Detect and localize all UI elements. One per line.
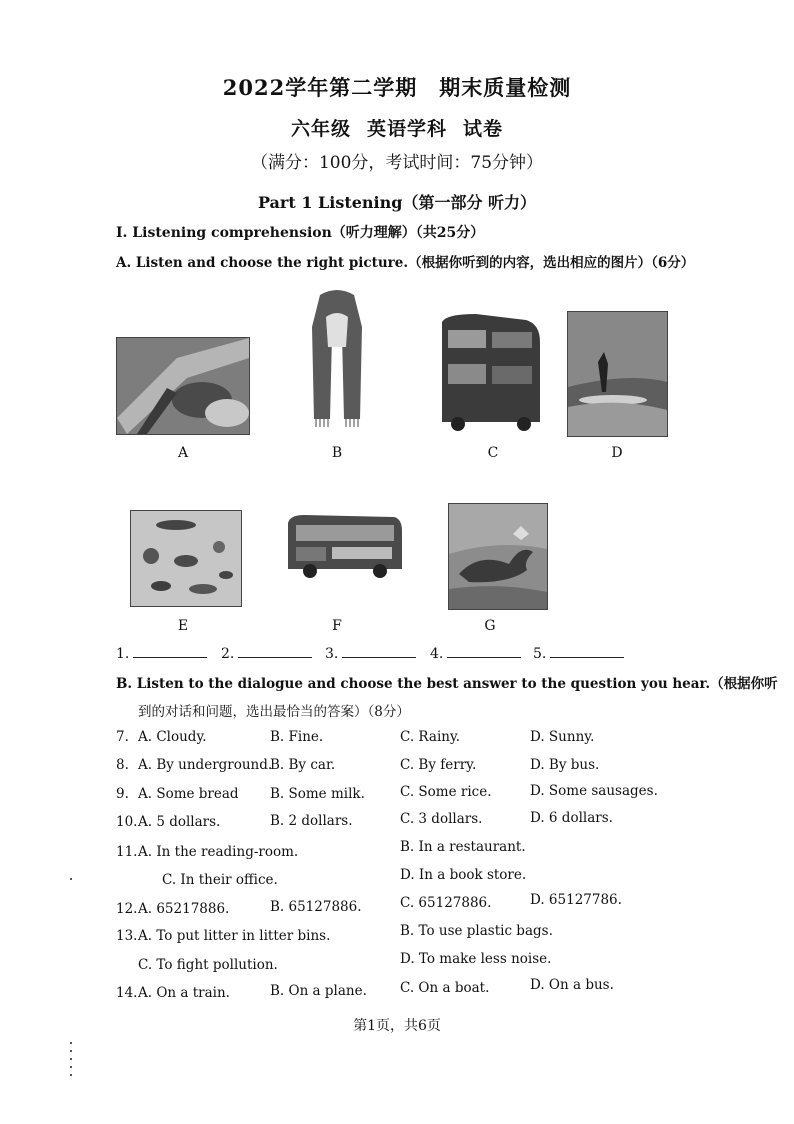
question-number: 12. [116,901,138,917]
picture-e-image [130,510,242,607]
option-d[interactable]: D. In a book store. [400,867,527,883]
margin-dot [70,1042,72,1044]
picture-a-image [116,337,250,435]
answer-blank-4[interactable] [430,645,521,662]
picture-label-a: A [177,445,189,461]
option-b[interactable]: B. By car. [270,757,336,773]
option-c[interactable]: C. 3 dollars. [400,811,483,827]
picture-label-e: E [177,618,189,634]
section-A-heading: A. Listen and choose the right picture.（根据你听到的内容，选出相应的图片）（6分） [116,255,695,271]
option-c[interactable]: C. Some rice. [400,784,492,800]
margin-dot [70,1066,72,1068]
option-d[interactable]: D. 65127786. [530,892,622,908]
answer-line[interactable] [447,645,521,658]
section-I-heading: I. Listening comprehension（听力理解）（共25分） [116,225,485,241]
coach-bus-icon [284,511,405,581]
picture-label-d: D [611,445,623,461]
answer-line[interactable] [342,645,416,658]
option-a[interactable]: A. Some bread [138,786,239,802]
option-b[interactable]: B. 65127886. [270,899,362,915]
section-B-heading-cont: 到的对话和问题，选出最恰当的答案）（8分） [138,704,410,720]
option-d[interactable]: D. On a bus. [530,977,614,993]
option-a[interactable]: A. 65217886. [138,901,230,917]
question-number: 7. [116,729,129,745]
answer-line[interactable] [238,645,312,658]
answer-number-5: 5. [533,646,547,662]
answer-number-1: 1. [116,646,130,662]
picture-label-f: F [332,618,342,634]
option-b[interactable]: B. 2 dollars. [270,813,353,829]
option-c[interactable]: C. Rainy. [400,729,461,745]
option-c[interactable]: C. To fight pollution. [138,957,278,973]
toys-image-icon [131,511,241,606]
option-d[interactable]: D. To make less noise. [400,951,552,967]
picture-d-image [567,311,668,437]
double-decker-bus-icon [436,312,544,432]
option-a[interactable]: A. On a train. [138,985,230,1001]
option-d[interactable]: D. By bus. [530,757,600,773]
question-number: 10. [116,814,138,830]
part-heading: Part 1 Listening（第一部分 听力） [257,193,537,212]
option-d[interactable]: D. Some sausages. [530,783,658,799]
question-number: 11. [116,844,138,860]
exam-term: 2022学年第二学期 [222,75,418,100]
surfing-image-icon [568,312,667,436]
question-number: 8. [116,757,129,773]
option-b[interactable]: B. Fine. [270,729,324,745]
margin-dot [70,878,72,880]
question-number: 14. [116,985,138,1001]
exam-info: （满分：100分，考试时间：75分钟） [250,153,544,173]
option-c[interactable]: C. By ferry. [400,757,477,773]
paper-label: 试卷 [463,118,504,140]
answer-blank-5[interactable] [533,645,624,662]
answer-blank-3[interactable] [325,645,416,662]
answer-blank-2[interactable] [221,645,312,662]
option-b[interactable]: B. Some milk. [270,786,365,802]
picture-c-image [436,312,544,432]
answer-line[interactable] [133,645,207,658]
answer-blank-1[interactable] [116,645,207,662]
option-a[interactable]: A. Cloudy. [138,729,207,745]
subject: 英语学科 [366,118,447,140]
question-number: 13. [116,928,138,944]
page-footer: 第1页，共6页 [353,1018,441,1034]
question-number: 9. [116,786,129,802]
margin-dot [70,1074,72,1076]
picture-label-c: C [487,445,499,461]
option-b[interactable]: B. To use plastic bags. [400,923,553,939]
option-b[interactable]: B. On a plane. [270,983,367,999]
grade: 六年级 [290,118,351,140]
option-d[interactable]: D. Sunny. [530,729,595,745]
answer-line[interactable] [550,645,624,658]
section-B-heading: B. Listen to the dialogue and choose the best answer to the question you hear.（根据你听 [116,676,778,692]
whale-image-icon [449,504,547,609]
picture-label-g: G [484,618,496,634]
option-c[interactable]: C. 65127886. [400,895,492,911]
margin-dot [70,1058,72,1060]
answer-number-3: 3. [325,646,339,662]
option-d[interactable]: D. 6 dollars. [530,810,613,826]
picture-b-image [290,287,385,427]
scarf-image-icon [290,287,385,427]
picture-g-image [448,503,548,610]
option-a[interactable]: A. To put litter in litter bins. [138,928,331,944]
guitar-image-icon [117,338,249,434]
picture-f-image [284,511,405,581]
option-b[interactable]: B. In a restaurant. [400,839,526,855]
exam-subtitle [0,114,794,141]
exam-name: 期末质量检测 [439,75,572,100]
option-c[interactable]: C. In their office. [162,872,278,888]
option-a[interactable]: A. In the reading-room. [138,844,299,860]
picture-label-b: B [331,445,343,461]
exam-title [0,72,794,102]
option-c[interactable]: C. On a boat. [400,980,490,996]
margin-dot [70,1050,72,1052]
option-a[interactable]: A. 5 dollars. [138,814,221,830]
option-a[interactable]: A. By underground. [138,757,273,773]
answer-number-2: 2. [221,646,235,662]
answer-number-4: 4. [430,646,444,662]
